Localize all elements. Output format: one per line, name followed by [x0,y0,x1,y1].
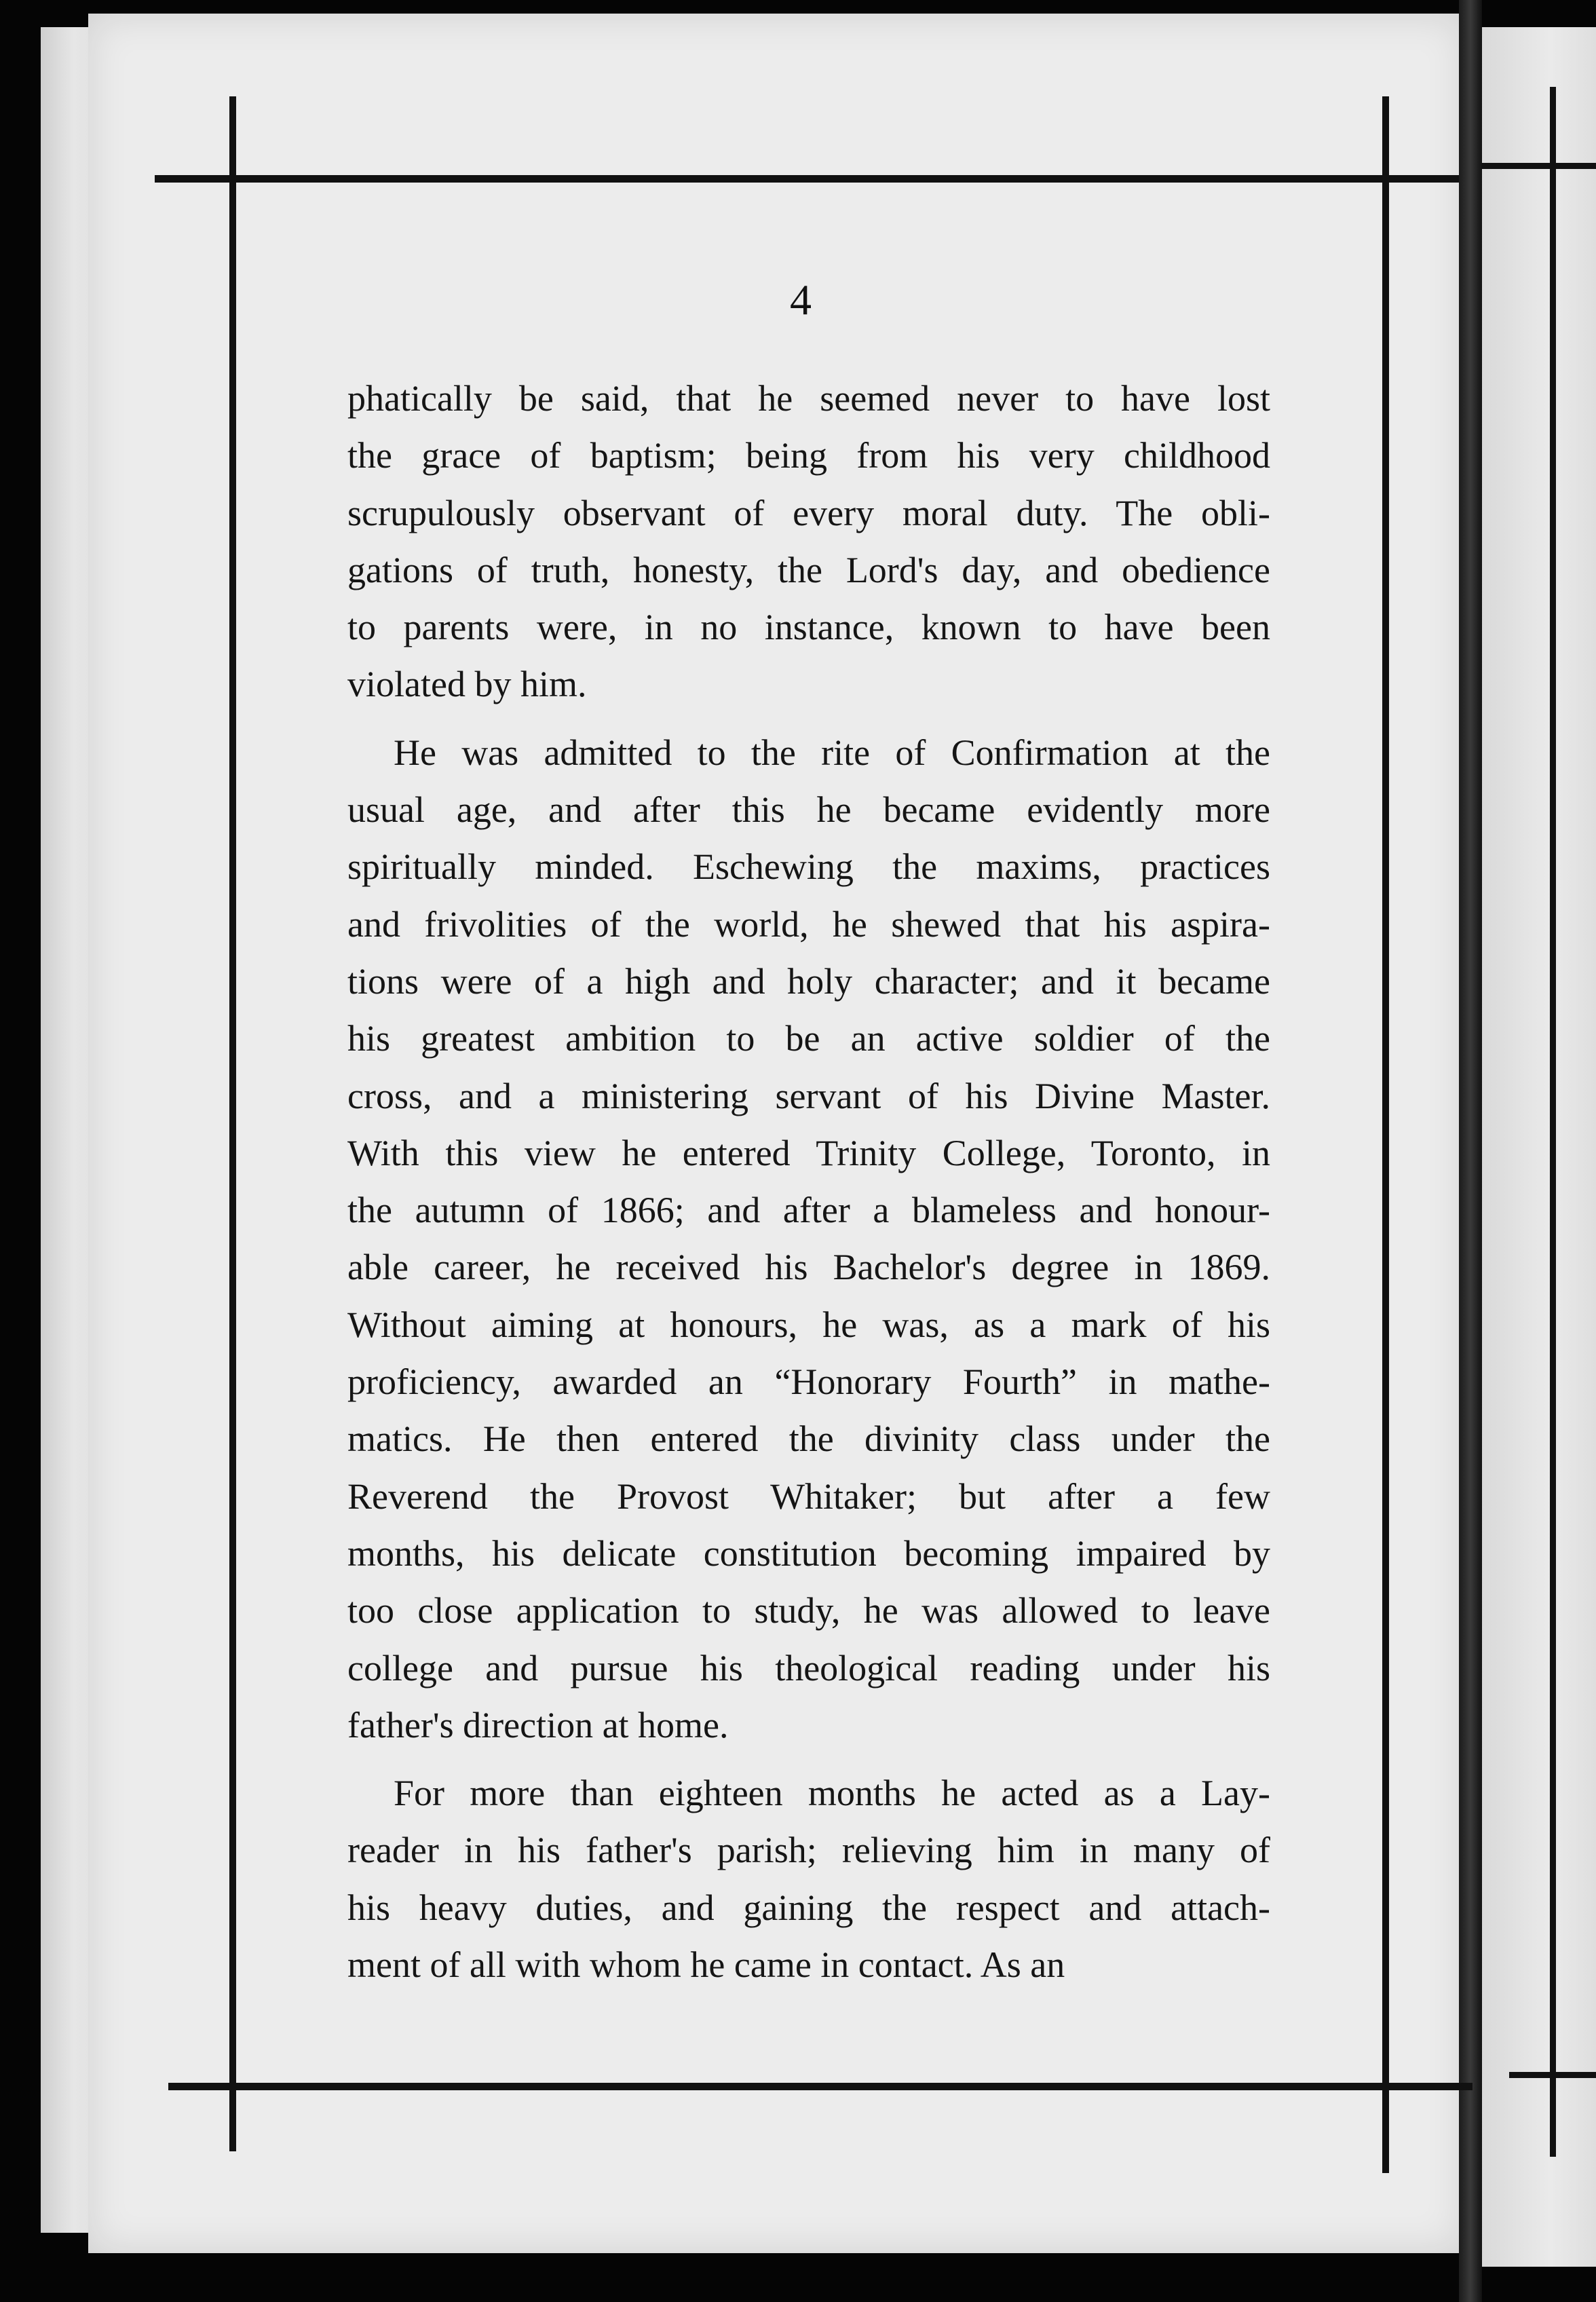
text-line: For more than eighteen months he acted as a Lay- [394,1773,1270,1814]
adjacent-page-edge [1482,27,1596,2267]
text-line: the autumn of 1866; and after a blameless and honour- [347,1190,1270,1231]
text-line: reader in his father's parish; relieving him in many of [347,1830,1270,1871]
text-line: and frivolities of the world, he shewed that his aspira- [347,903,1270,945]
text-line: months, his delicate constitution becoming impaired by [347,1532,1270,1574]
text-line: his greatest ambition to be an active soldier of the [347,1018,1270,1059]
text-line: With this view he entered Trinity College, Toronto, in [347,1132,1270,1173]
text-line: ment of all with whom he came in contact. As an [347,1944,1065,1986]
paragraph [347,370,1270,713]
text-line: the grace of baptism; being from his very childhood [347,435,1270,476]
text-line: Reverend the Provost Whitaker; but after a few [347,1475,1270,1517]
text-line: father's direction at home. [347,1704,729,1746]
text-line: proficiency, awarded an “Honorary Fourth” in mathe- [347,1361,1270,1403]
text-line: phatically be said, that he seemed never to have lost [347,378,1270,419]
bottom-border-rule [168,2083,1472,2090]
text-line: He was admitted to the rite of Confirmation at the [394,732,1270,773]
text-line: matics. He then entered the divinity class under the [347,1418,1270,1460]
text-line: to parents were, in no instance, known to have been [347,607,1270,648]
text-line: spiritually minded. Eschewing the maxims, practices [347,846,1270,888]
paragraph [347,724,1270,1754]
right-border-rule [1382,96,1389,2173]
body-text [347,370,1270,1993]
left-border-rule [229,96,236,2151]
adjacent-page-top-rule [1482,163,1596,169]
text-line: Without aiming at honours, he was, as a mark of his [347,1304,1270,1345]
paragraph [347,1765,1270,1993]
text-line: usual age, and after this he became evidently more [347,789,1270,831]
top-border-rule [155,175,1459,183]
text-line: cross, and a ministering servant of his Divine Master. [347,1075,1270,1116]
adjacent-page-vertical-rule [1550,87,1556,2157]
text-line: college and pursue his theological reading under his [347,1647,1270,1688]
text-line: violated by him. [347,664,587,705]
text-line: tions were of a high and holy character; and it became [347,960,1270,1002]
binding-fold [1459,0,1482,2302]
text-line: his heavy duties, and gaining the respect and attach- [347,1887,1270,1928]
text-line: gations of truth, honesty, the Lord's day, and obedience [347,549,1270,590]
text-line: scrupulously observant of every moral duty. The obli- [347,492,1270,533]
text-line: able career, he received his Bachelor's degree in 1869. [347,1247,1270,1288]
text-line: too close application to study, he was allowed to leave [347,1590,1270,1631]
page-number: 4 [790,276,812,324]
